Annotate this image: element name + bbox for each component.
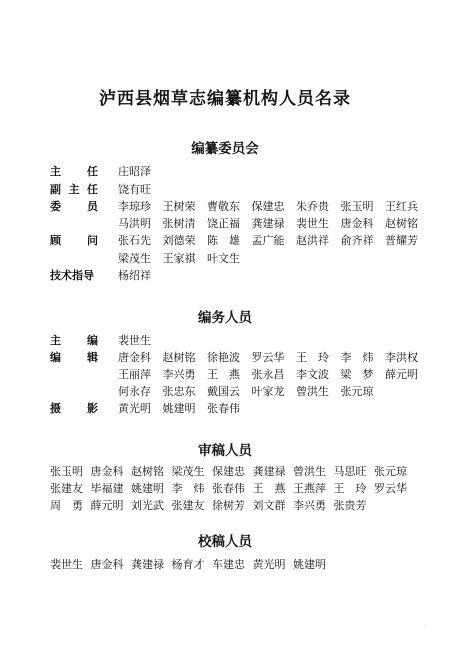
person-name: 黄光明 [118,402,151,415]
person-name: 曾洪生 [293,465,326,478]
role-label-char: 顾 [50,234,61,247]
person-name: 保建忠 [212,465,245,478]
person-name: 裴世生 [296,217,329,230]
person-name: 杨育才 [171,558,205,571]
role-label [50,233,98,249]
person-name: 张玉明 [340,200,374,213]
person-name: 饶正福 [207,217,240,230]
person-name: 刘光武 [131,499,164,512]
person-name: 马思旺 [333,465,367,478]
section-heading-committee: 编纂委员会 [191,141,259,157]
role-row [0,233,450,249]
person-name: 裴世生 [50,558,83,571]
person-name: 王红兵 [385,200,418,213]
role-row [0,350,450,366]
person-name: 梁茂生 [118,252,151,265]
person-name: 王 玲 [296,351,329,364]
role-label-char: 辑 [87,351,98,364]
person-name: 王 玲 [333,482,367,495]
person-name: 张元琼 [374,465,407,478]
person-name: 张石先 [118,234,151,247]
role-label [50,268,98,284]
person-name: 龚建禄 [252,465,286,478]
section-heading-reviewers: 审稿人员 [198,443,252,459]
person-name: 罗云华 [251,351,285,364]
person-name: 叶文生 [207,252,240,265]
role-label-char: 主 [68,183,80,196]
role-row [0,333,450,349]
role-label-char: 技术指导 [50,269,94,282]
person-name: 俞齐祥 [340,234,374,247]
person-name: 张建友 [171,499,205,512]
person-name: 薛元明 [90,499,124,512]
person-name: 姚建明 [162,402,196,415]
person-name: 张建友 [50,482,83,495]
person-name: 曹敬东 [207,200,240,213]
person-name: 龚建禄 [251,217,285,230]
person-name: 马洪明 [118,217,151,230]
role-row [0,251,450,267]
role-row [0,384,450,400]
person-name: 张春伟 [212,482,245,495]
role-label-char: 任 [87,165,98,178]
person-name: 曾洪生 [296,385,329,398]
person-name: 刘德荣 [162,234,196,247]
role-label-char: 影 [87,402,98,415]
person-name: 王家祺 [162,252,196,265]
person-name: 王丽萍 [118,368,151,381]
role-label [50,333,98,349]
role-row [0,268,450,284]
person-name: 何永存 [118,385,151,398]
section-heading-proofreaders: 校稿人员 [198,534,252,550]
page-edge-mark: · [424,624,426,631]
person-name: 梁茂生 [171,465,205,478]
person-name: 李兴勇 [162,368,196,381]
person-name: 姚建明 [293,558,326,571]
person-name: 李洪权 [385,351,418,364]
role-label-char: 员 [87,200,98,213]
role-label-char: 任 [87,183,98,196]
person-name: 杨绍祥 [118,269,151,282]
person-name: 张贵芳 [333,499,367,512]
role-label-char: 问 [87,234,98,247]
person-name: 毕福建 [90,482,124,495]
person-name: 唐金科 [90,465,124,478]
person-name: 李文波 [296,368,329,381]
role-label-char: 委 [50,200,61,213]
person-name: 李兴勇 [293,499,326,512]
role-label-char: 编 [50,351,61,364]
person-name: 龚建禄 [131,558,164,571]
role-label-char: 副 [50,183,61,196]
person-name: 徐艳波 [207,351,240,364]
person-name: 赵洪祥 [296,234,329,247]
person-name: 保建忠 [251,200,285,213]
person-name: 孟广能 [251,234,285,247]
person-name: 李 炜 [340,351,374,364]
role-label-char: 编 [87,334,98,347]
person-name: 普耀芳 [385,234,418,247]
person-name: 罗云华 [374,482,407,495]
role-label [50,199,98,215]
person-name: 徐树芳 [212,499,245,512]
name-row [0,557,450,573]
role-row [0,216,450,232]
person-name: 叶家龙 [251,385,285,398]
name-row [0,498,450,514]
person-name: 唐金科 [118,351,151,364]
person-name: 张树清 [162,217,196,230]
person-name: 王树荣 [162,200,196,213]
person-name: 薛元明 [385,368,418,381]
person-name: 黄光明 [252,558,286,571]
person-name: 赵树铭 [162,351,196,364]
role-label [50,350,98,366]
person-name: 赵树铭 [385,217,418,230]
section-heading-editors: 编务人员 [198,310,252,326]
role-label [50,401,98,417]
person-name: 唐金科 [340,217,374,230]
role-label [50,164,98,180]
person-name: 张元琼 [340,385,374,398]
person-name: 梁 梦 [340,368,374,381]
person-name: 王燕萍 [293,482,326,495]
person-name: 李 炜 [171,482,205,495]
name-row [0,464,450,480]
role-row [0,164,450,180]
person-name: 张永昌 [251,368,285,381]
role-row [0,367,450,383]
person-name: 唐金科 [90,558,124,571]
person-name: 张春伟 [207,402,240,415]
page-title: 泸西县烟草志编纂机构人员名录 [99,89,351,109]
person-name: 朱乔贵 [296,200,329,213]
person-name: 姚建明 [131,482,164,495]
role-label [50,182,98,198]
role-row [0,182,450,198]
person-name: 陈 雄 [207,234,240,247]
name-row [0,481,450,497]
person-name: 刘文群 [252,499,286,512]
person-name: 戴国云 [207,385,240,398]
person-name: 李琼珍 [118,200,151,213]
role-label-char: 主 [50,334,61,347]
person-name: 王 燕 [207,368,240,381]
person-name: 张忠东 [162,385,196,398]
person-name: 周 勇 [50,499,83,512]
role-row [0,199,450,215]
role-label-char: 摄 [50,402,61,415]
person-name: 张玉明 [50,465,83,478]
role-label-char: 主 [50,165,61,178]
person-name: 裴世生 [118,334,151,347]
person-name: 庄昭泽 [118,165,151,178]
person-name: 王 燕 [252,482,286,495]
person-name: 饶有旺 [118,183,151,196]
person-name: 赵树铭 [131,465,164,478]
role-row [0,401,450,417]
person-name: 车建忠 [212,558,245,571]
